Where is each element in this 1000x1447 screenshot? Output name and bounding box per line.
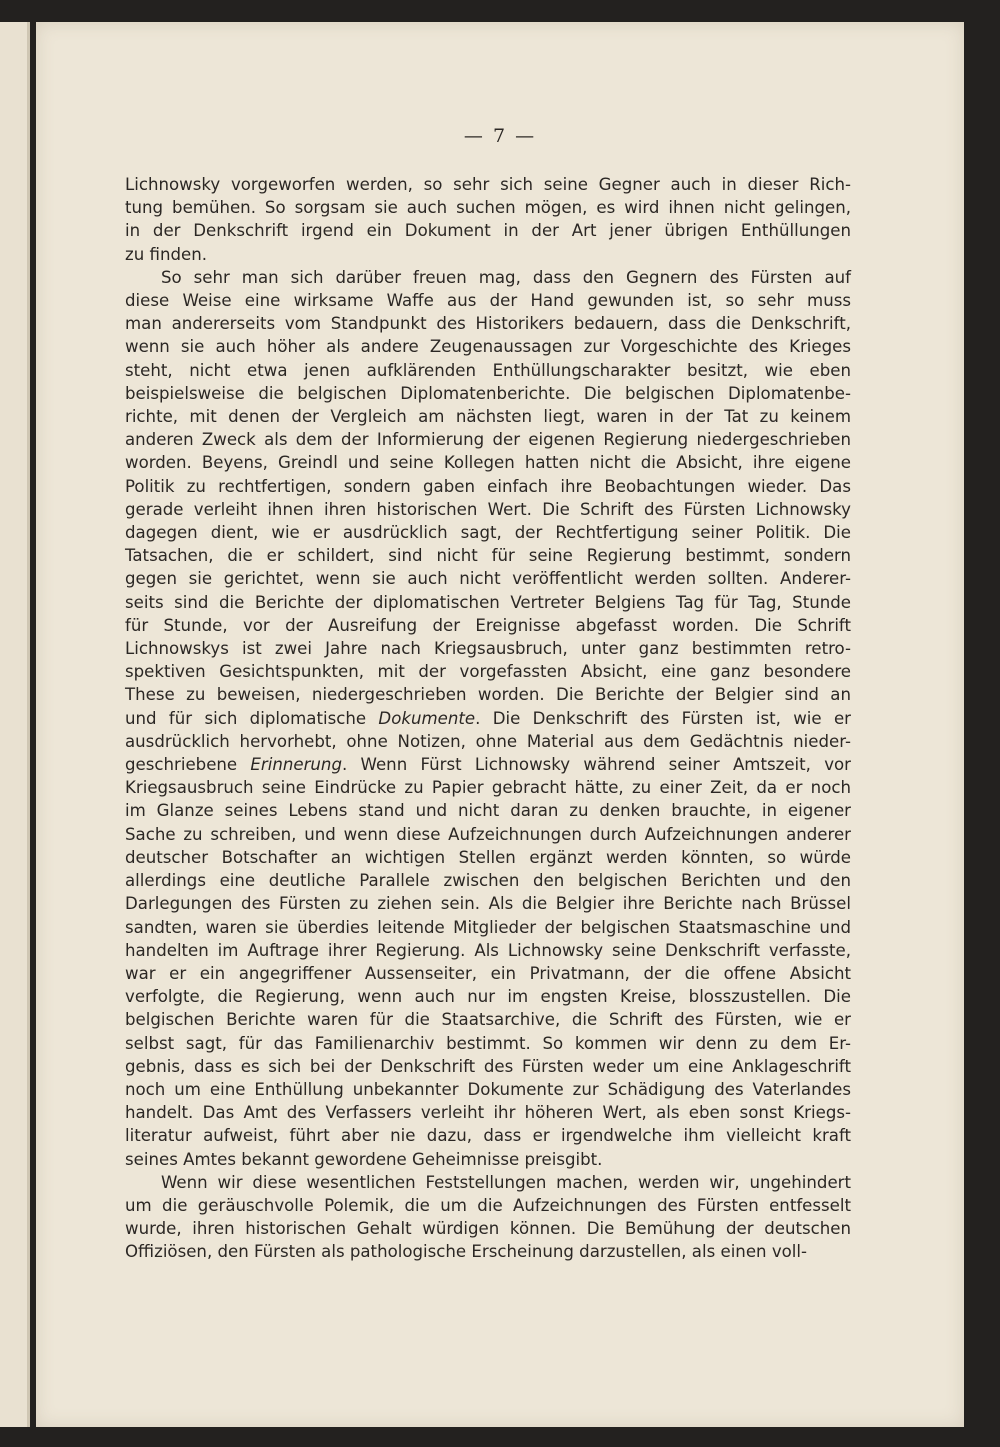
text-line: Wenn wir diese wesentlichen Feststellungen machen, werden wir, ungehindert — [161, 1172, 851, 1192]
page-number: — 7 — — [463, 125, 537, 147]
text-line: war er ein angegriffener Aussenseiter, ein Privatmann, der die offene Absicht — [125, 963, 851, 983]
text-line: für Stunde, vor der Ausreifung der Ereignisse abgefasst worden. Die Schrift — [125, 615, 851, 635]
text-line: allerdings eine deutliche Parallele zwischen den belgischen Berichten und den — [125, 871, 851, 891]
text-line: gerade verleiht ihnen ihren historischen Wert. Die Schrift des Fürsten Lichnowsky — [125, 499, 851, 519]
text-line: und für sich diplomatische Dokumente. Die Denkschrift des Fürsten ist, wie er — [125, 708, 851, 728]
text-line: seines Amtes bekannt gewordene Geheimnisse preisgibt. — [125, 1149, 603, 1169]
text-line: These zu beweisen, niedergeschrieben worden. Die Berichte der Belgier sind an — [125, 685, 851, 705]
text-line: wenn sie auch höher als andere Zeugenaussagen zur Vorgeschichte des Krieges — [125, 337, 851, 357]
text-line: Sache zu schreiben, und wenn diese Aufzeichnungen durch Aufzeichnungen anderer — [125, 824, 851, 844]
text-line: noch um eine Enthüllung unbekannter Dokumente zur Schädigung des Vaterlandes — [125, 1079, 851, 1099]
text-line: seits sind die Berichte der diplomatischen Vertreter Belgiens Tag für Tag, Stunde — [125, 592, 851, 612]
text-line: richte, mit denen der Vergleich am nächsten liegt, waren in der Tat zu keinem — [125, 407, 851, 427]
text-line: Kriegsausbruch seine Eindrücke zu Papier gebracht hätte, zu einer Zeit, da er noch — [125, 778, 851, 798]
text-line: literatur aufweist, führt aber nie dazu, dass er irgendwelche ihm vielleicht kraft — [125, 1126, 851, 1146]
text-line: Lichnowskys ist zwei Jahre nach Kriegsausbruch, unter ganz bestimmten retro- — [125, 639, 851, 659]
text-line: deutscher Botschafter an wichtigen Stellen ergänzt werden könnten, so würde — [125, 847, 851, 867]
text-line: ausdrücklich hervorhebt, ohne Notizen, ohne Material aus dem Gedächtnis nieder- — [125, 731, 851, 751]
text-line: Lichnowsky vorgeworfen werden, so sehr sich seine Gegner auch in dieser Rich- — [125, 175, 851, 194]
text-line: handelten im Auftrage ihrer Regierung. Als Lichnowsky seine Denkschrift verfasste, — [125, 940, 851, 960]
text-line: sandten, waren sie überdies leitende Mitglieder der belgischen Staatsmaschine und — [125, 917, 851, 937]
text-line: selbst sagt, für das Familienarchiv bestimmt. So kommen wir denn zu dem Er- — [125, 1033, 851, 1053]
text-line: steht, nicht etwa jenen aufklärenden Enthüllungscharakter besitzt, wie eben — [125, 360, 851, 380]
facing-page-edge — [0, 22, 30, 1427]
text-line: worden. Beyens, Greindl und seine Kollegen hatten nicht die Absicht, ihre eigene — [125, 453, 851, 473]
text-line: geschriebene Erinnerung. Wenn Fürst Lichnowsky während seiner Amtszeit, vor — [125, 755, 851, 775]
text-line: zu finden. — [125, 244, 208, 264]
text-line: Offiziösen, den Fürsten als pathologische Erscheinung darzustellen, als einen voll- — [125, 1242, 808, 1262]
text-line: Tatsachen, die er schildert, sind nicht für seine Regierung bestimmt, sondern — [125, 546, 851, 566]
text-line: So sehr man sich darüber freuen mag, dass den Gegnern des Fürsten auf — [161, 267, 851, 287]
text-line: diese Weise eine wirksame Waffe aus der Hand gewunden ist, so sehr muss — [125, 291, 851, 311]
text-line: gebnis, dass es sich bei der Denkschrift des Fürsten weder um eine Anklageschrift — [125, 1056, 851, 1076]
text-line: wurde, ihren historischen Gehalt würdigen können. Die Bemühung der deutschen — [125, 1219, 851, 1239]
text-line: belgischen Berichte waren für die Staatsarchive, die Schrift des Fürsten, wie er — [125, 1010, 851, 1030]
text-line: in der Denkschrift irgend ein Dokument in der Art jener übrigen Enthüllungen — [125, 221, 851, 241]
text-line: handelt. Das Amt des Verfassers verleiht ihr höheren Wert, als eben sonst Kriegs- — [125, 1103, 851, 1123]
text-line: verfolgte, die Regierung, wenn auch nur im engsten Kreise, blosszustellen. Die — [125, 987, 851, 1007]
text-line: anderen Zweck als dem der Informierung der eigenen Regierung niedergeschrieben — [125, 430, 851, 450]
body-text — [125, 173, 851, 1264]
italic-term: Erinnerung — [250, 755, 342, 775]
text-line: tung bemühen. So sorgsam sie auch suchen mögen, es wird ihnen nicht gelingen, — [125, 198, 851, 218]
text-line: Politik zu rechtfertigen, sondern gaben einfach ihre Beobachtungen wieder. Das — [125, 476, 851, 496]
italic-term: Dokumente — [378, 708, 476, 728]
text-line: Darlegungen des Fürsten zu ziehen sein. Als die Belgier ihre Berichte nach Brüssel — [125, 894, 851, 914]
text-line: im Glanze seines Lebens stand und nicht daran zu denken brauchte, in eigener — [125, 801, 851, 821]
text-line: spektiven Gesichtspunkten, mit der vorgefassten Absicht, eine ganz besondere — [125, 662, 851, 682]
book-page — [36, 22, 964, 1427]
text-line: dagegen dient, wie er ausdrücklich sagt, der Rechtfertigung seiner Politik. Die — [125, 523, 851, 543]
text-line: beispielsweise die belgischen Diplomatenberichte. Die belgischen Diplomatenbe- — [125, 383, 851, 403]
text-line: man andererseits vom Standpunkt des Historikers bedauern, dass die Denkschrift, — [125, 314, 851, 334]
text-line: um die geräuschvolle Polemik, die um die Aufzeichnungen des Fürsten entfesselt — [125, 1195, 851, 1215]
text-line: gegen sie gerichtet, wenn sie auch nicht veröffentlicht werden sollten. Anderer- — [125, 569, 851, 589]
